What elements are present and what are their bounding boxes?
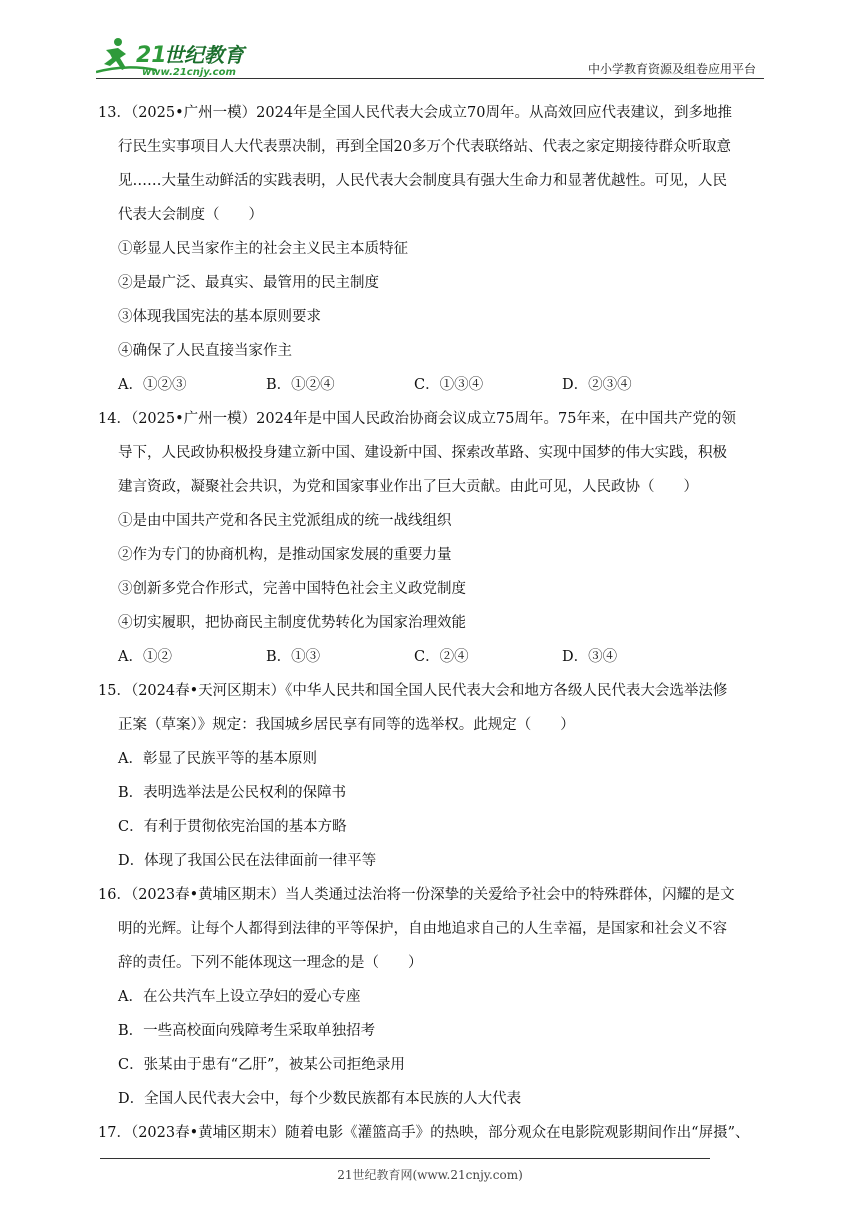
question-text-line: 16．（2023春•黄埔区期末）当人类通过法治将一份深挚的关爱给予社会中的特殊群体，闪耀的是文 (98, 887, 735, 903)
statement-item: ④切实履职，把协商民主制度优势转化为国家治理效能 (118, 615, 466, 631)
question-text-line: 17．（2023春•黄埔区期末）随着电影《灌篮高手》的热映，部分观众在电影院观影期间作出“屏摄”、 (98, 1125, 750, 1141)
statement-item: ③体现我国宪法的基本原则要求 (118, 309, 321, 325)
svg-text:世纪教育: 世纪教育 (164, 43, 244, 67)
question-15 (98, 674, 768, 878)
choice-a: A．①② (118, 649, 172, 665)
choice-b: B．①②④ (266, 377, 335, 393)
statement-item: ③创新多党合作形式，完善中国特色社会主义政党制度 (118, 581, 466, 597)
question-text-line: 15．（2024春•天河区期末）《中华人民共和国全国人民代表大会和地方各级人民代表大会选举法修 (98, 683, 728, 699)
question-17 (98, 1116, 768, 1150)
answer-choices (118, 640, 768, 674)
question-list (98, 96, 768, 1150)
question-16 (98, 878, 768, 1116)
question-text-line: 14．（2025•广州一模）2024年是中国人民政治协商会议成立75周年。75年来，在中国共产党的领 (98, 411, 736, 427)
option-b: B．一些高校面向残障考生采取单独招考 (118, 1023, 376, 1039)
option-d: D．体现了我国公民在法律面前一律平等 (118, 853, 377, 869)
answer-choices (118, 368, 768, 402)
statement-item: ④确保了人民直接当家作主 (118, 343, 292, 359)
footer-divider (100, 1158, 710, 1159)
choice-c: C．②④ (414, 649, 469, 665)
option-a: A．彰显了民族平等的基本原则 (118, 751, 317, 767)
question-text-line: 代表大会制度（ ） (118, 207, 263, 223)
statement-item: ②作为专门的协商机构，是推动国家发展的重要力量 (118, 547, 452, 563)
question-text-line: 行民生实事项目人大代表票决制，再到全国20多万个代表联络站、代表之家定期接待群众听取意 (118, 139, 731, 155)
choice-a: A．①②③ (118, 377, 187, 393)
page-header (0, 0, 860, 80)
question-text-line: 正案（草案）》规定：我国城乡居民享有同等的选举权。此规定（ ） (118, 717, 575, 733)
site-logo (96, 36, 266, 78)
svg-text:21: 21 (136, 43, 167, 68)
question-text-line: 13．（2025•广州一模）2024年是全国人民代表大会成立70周年。从高效回应代表建议，到多地推 (98, 105, 733, 121)
question-text-line: 导下，人民政协积极投身建立新中国、建设新中国、探索改革路、实现中国梦的伟大实践，积极 (118, 445, 727, 461)
page-footer: 21世纪教育网(www.21cnjy.com) (337, 1168, 523, 1182)
question-text-line: 建言资政，凝聚社会共识，为党和国家事业作出了巨大贡献。由此可见，人民政协（ ） (118, 479, 698, 495)
svg-text:www.21cnjy.com: www.21cnjy.com (142, 67, 236, 78)
header-divider (96, 78, 764, 79)
question-text-line: 明的光辉。让每个人都得到法律的平等保护，自由地追求自己的人生幸福，是国家和社会义不容 (118, 921, 727, 937)
statement-item: ①彰显人民当家作主的社会主义民主本质特征 (118, 241, 408, 257)
platform-name: 中小学教育资源及组卷应用平台 (587, 62, 756, 76)
question-14 (98, 402, 768, 674)
option-c: C．张某由于患有“乙肝”，被某公司拒绝录用 (118, 1057, 405, 1073)
choice-b: B．①③ (266, 649, 321, 665)
option-c: C．有利于贯彻依宪治国的基本方略 (118, 819, 347, 835)
question-text-line: 见……大量生动鲜活的实践表明，人民代表大会制度具有强大生命力和显著优越性。可见，人民 (118, 173, 727, 189)
choice-d: D．③④ (562, 649, 618, 665)
statement-item: ②是最广泛、最真实、最管用的民主制度 (118, 275, 379, 291)
option-b: B．表明选举法是公民权利的保障书 (118, 785, 347, 801)
choice-c: C．①③④ (414, 377, 484, 393)
option-a: A．在公共汽车上设立孕妇的爱心专座 (118, 989, 361, 1005)
question-13 (98, 96, 768, 402)
choice-d: D．②③④ (562, 377, 632, 393)
question-text-line: 辞的责任。下列不能体现这一理念的是（ ） (118, 955, 423, 971)
statement-item: ①是由中国共产党和各民主党派组成的统一战线组织 (118, 513, 452, 529)
option-d: D．全国人民代表大会中，每个少数民族都有本民族的人大代表 (118, 1091, 522, 1107)
